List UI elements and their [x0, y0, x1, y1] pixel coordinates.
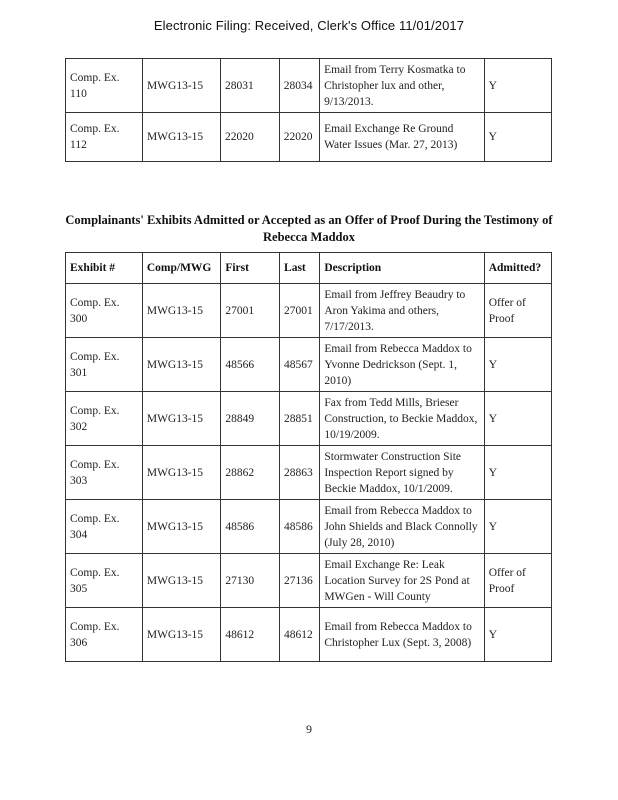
exhibit-cell: Comp. Ex. 301 — [66, 338, 143, 392]
exhibit-cell: Comp. Ex. 302 — [66, 392, 143, 446]
last-cell: 22020 — [279, 113, 319, 162]
description-cell: Email from Rebecca Maddox to John Shields and Black Connolly (July 28, 2010) — [320, 500, 484, 554]
description-cell: Fax from Tedd Mills, Brieser Construction, to Beckie Maddox, 10/19/2009. — [320, 392, 484, 446]
header-admitted: Admitted? — [484, 253, 551, 284]
header-comp-mwg: Comp/MWG — [142, 253, 220, 284]
first-cell: 27130 — [221, 554, 280, 608]
table-row — [66, 500, 552, 554]
table-row — [66, 446, 552, 500]
table-row — [66, 554, 552, 608]
exhibit-cell: Comp. Ex. 300 — [66, 284, 143, 338]
admitted-cell: Y — [484, 608, 551, 662]
comp-mwg-cell: MWG13-15 — [142, 113, 220, 162]
description-cell: Email from Rebecca Maddox to Yvonne Dedrickson (Sept. 1, 2010) — [320, 338, 484, 392]
admitted-cell: Y — [484, 113, 551, 162]
table-header-row — [66, 253, 552, 284]
description-cell: Email from Rebecca Maddox to Christopher Lux (Sept. 3, 2008) — [320, 608, 484, 662]
description-cell: Email from Jeffrey Beaudry to Aron Yakima and others, 7/17/2013. — [320, 284, 484, 338]
first-cell: 27001 — [221, 284, 280, 338]
comp-mwg-cell: MWG13-15 — [142, 392, 220, 446]
exhibit-cell: Comp. Ex. 112 — [66, 113, 143, 162]
first-cell: 22020 — [220, 113, 279, 162]
admitted-cell: Y — [484, 446, 551, 500]
exhibit-cell: Comp. Ex. 306 — [66, 608, 143, 662]
first-cell: 28031 — [220, 59, 279, 113]
comp-mwg-cell: MWG13-15 — [142, 608, 220, 662]
first-cell: 48612 — [221, 608, 280, 662]
description-cell: Stormwater Construction Site Inspection Report signed by Beckie Maddox, 10/1/2009. — [320, 446, 484, 500]
header-exhibit: Exhibit # — [66, 253, 143, 284]
description-cell: Email Exchange Re Ground Water Issues (Mar. 27, 2013) — [320, 113, 485, 162]
admitted-cell: Offer of Proof — [484, 554, 551, 608]
exhibit-table-maddox — [65, 252, 552, 662]
admitted-cell: Y — [484, 500, 551, 554]
first-cell: 28862 — [221, 446, 280, 500]
exhibit-cell: Comp. Ex. 110 — [66, 59, 143, 113]
admitted-cell: Y — [484, 59, 551, 113]
comp-mwg-cell: MWG13-15 — [142, 59, 220, 113]
page-number: 9 — [306, 722, 312, 736]
comp-mwg-cell: MWG13-15 — [142, 284, 220, 338]
table-row — [66, 392, 552, 446]
table-row — [66, 59, 552, 113]
comp-mwg-cell: MWG13-15 — [142, 338, 220, 392]
last-cell: 28851 — [280, 392, 320, 446]
exhibit-table-continued — [65, 58, 552, 162]
last-cell: 27001 — [280, 284, 320, 338]
comp-mwg-cell: MWG13-15 — [142, 554, 220, 608]
table-row — [66, 113, 552, 162]
last-cell: 28034 — [279, 59, 319, 113]
first-cell: 48566 — [221, 338, 280, 392]
first-cell: 28849 — [221, 392, 280, 446]
last-cell: 48567 — [280, 338, 320, 392]
filing-stamp-header: Electronic Filing: Received, Clerk's Office 11/01/2017 — [153, 18, 465, 33]
table-row — [66, 608, 552, 662]
header-last: Last — [280, 253, 320, 284]
header-description: Description — [320, 253, 484, 284]
first-cell: 48586 — [221, 500, 280, 554]
comp-mwg-cell: MWG13-15 — [142, 500, 220, 554]
table-row — [66, 284, 552, 338]
admitted-cell: Y — [484, 338, 551, 392]
last-cell: 27136 — [280, 554, 320, 608]
description-cell: Email from Terry Kosmatka to Christopher lux and other, 9/13/2013. — [320, 59, 485, 113]
table-row — [66, 338, 552, 392]
admitted-cell: Y — [484, 392, 551, 446]
header-first: First — [221, 253, 280, 284]
exhibit-cell: Comp. Ex. 305 — [66, 554, 143, 608]
exhibit-cell: Comp. Ex. 303 — [66, 446, 143, 500]
description-cell: Email Exchange Re: Leak Location Survey for 2S Pond at MWGen - Will County — [320, 554, 484, 608]
section-title: Complainants' Exhibits Admitted or Accepted as an Offer of Proof During the Testimony of Rebecca Maddox — [65, 213, 553, 244]
last-cell: 48612 — [280, 608, 320, 662]
exhibit-cell: Comp. Ex. 304 — [66, 500, 143, 554]
admitted-cell: Offer of Proof — [484, 284, 551, 338]
last-cell: 48586 — [280, 500, 320, 554]
comp-mwg-cell: MWG13-15 — [142, 446, 220, 500]
last-cell: 28863 — [280, 446, 320, 500]
